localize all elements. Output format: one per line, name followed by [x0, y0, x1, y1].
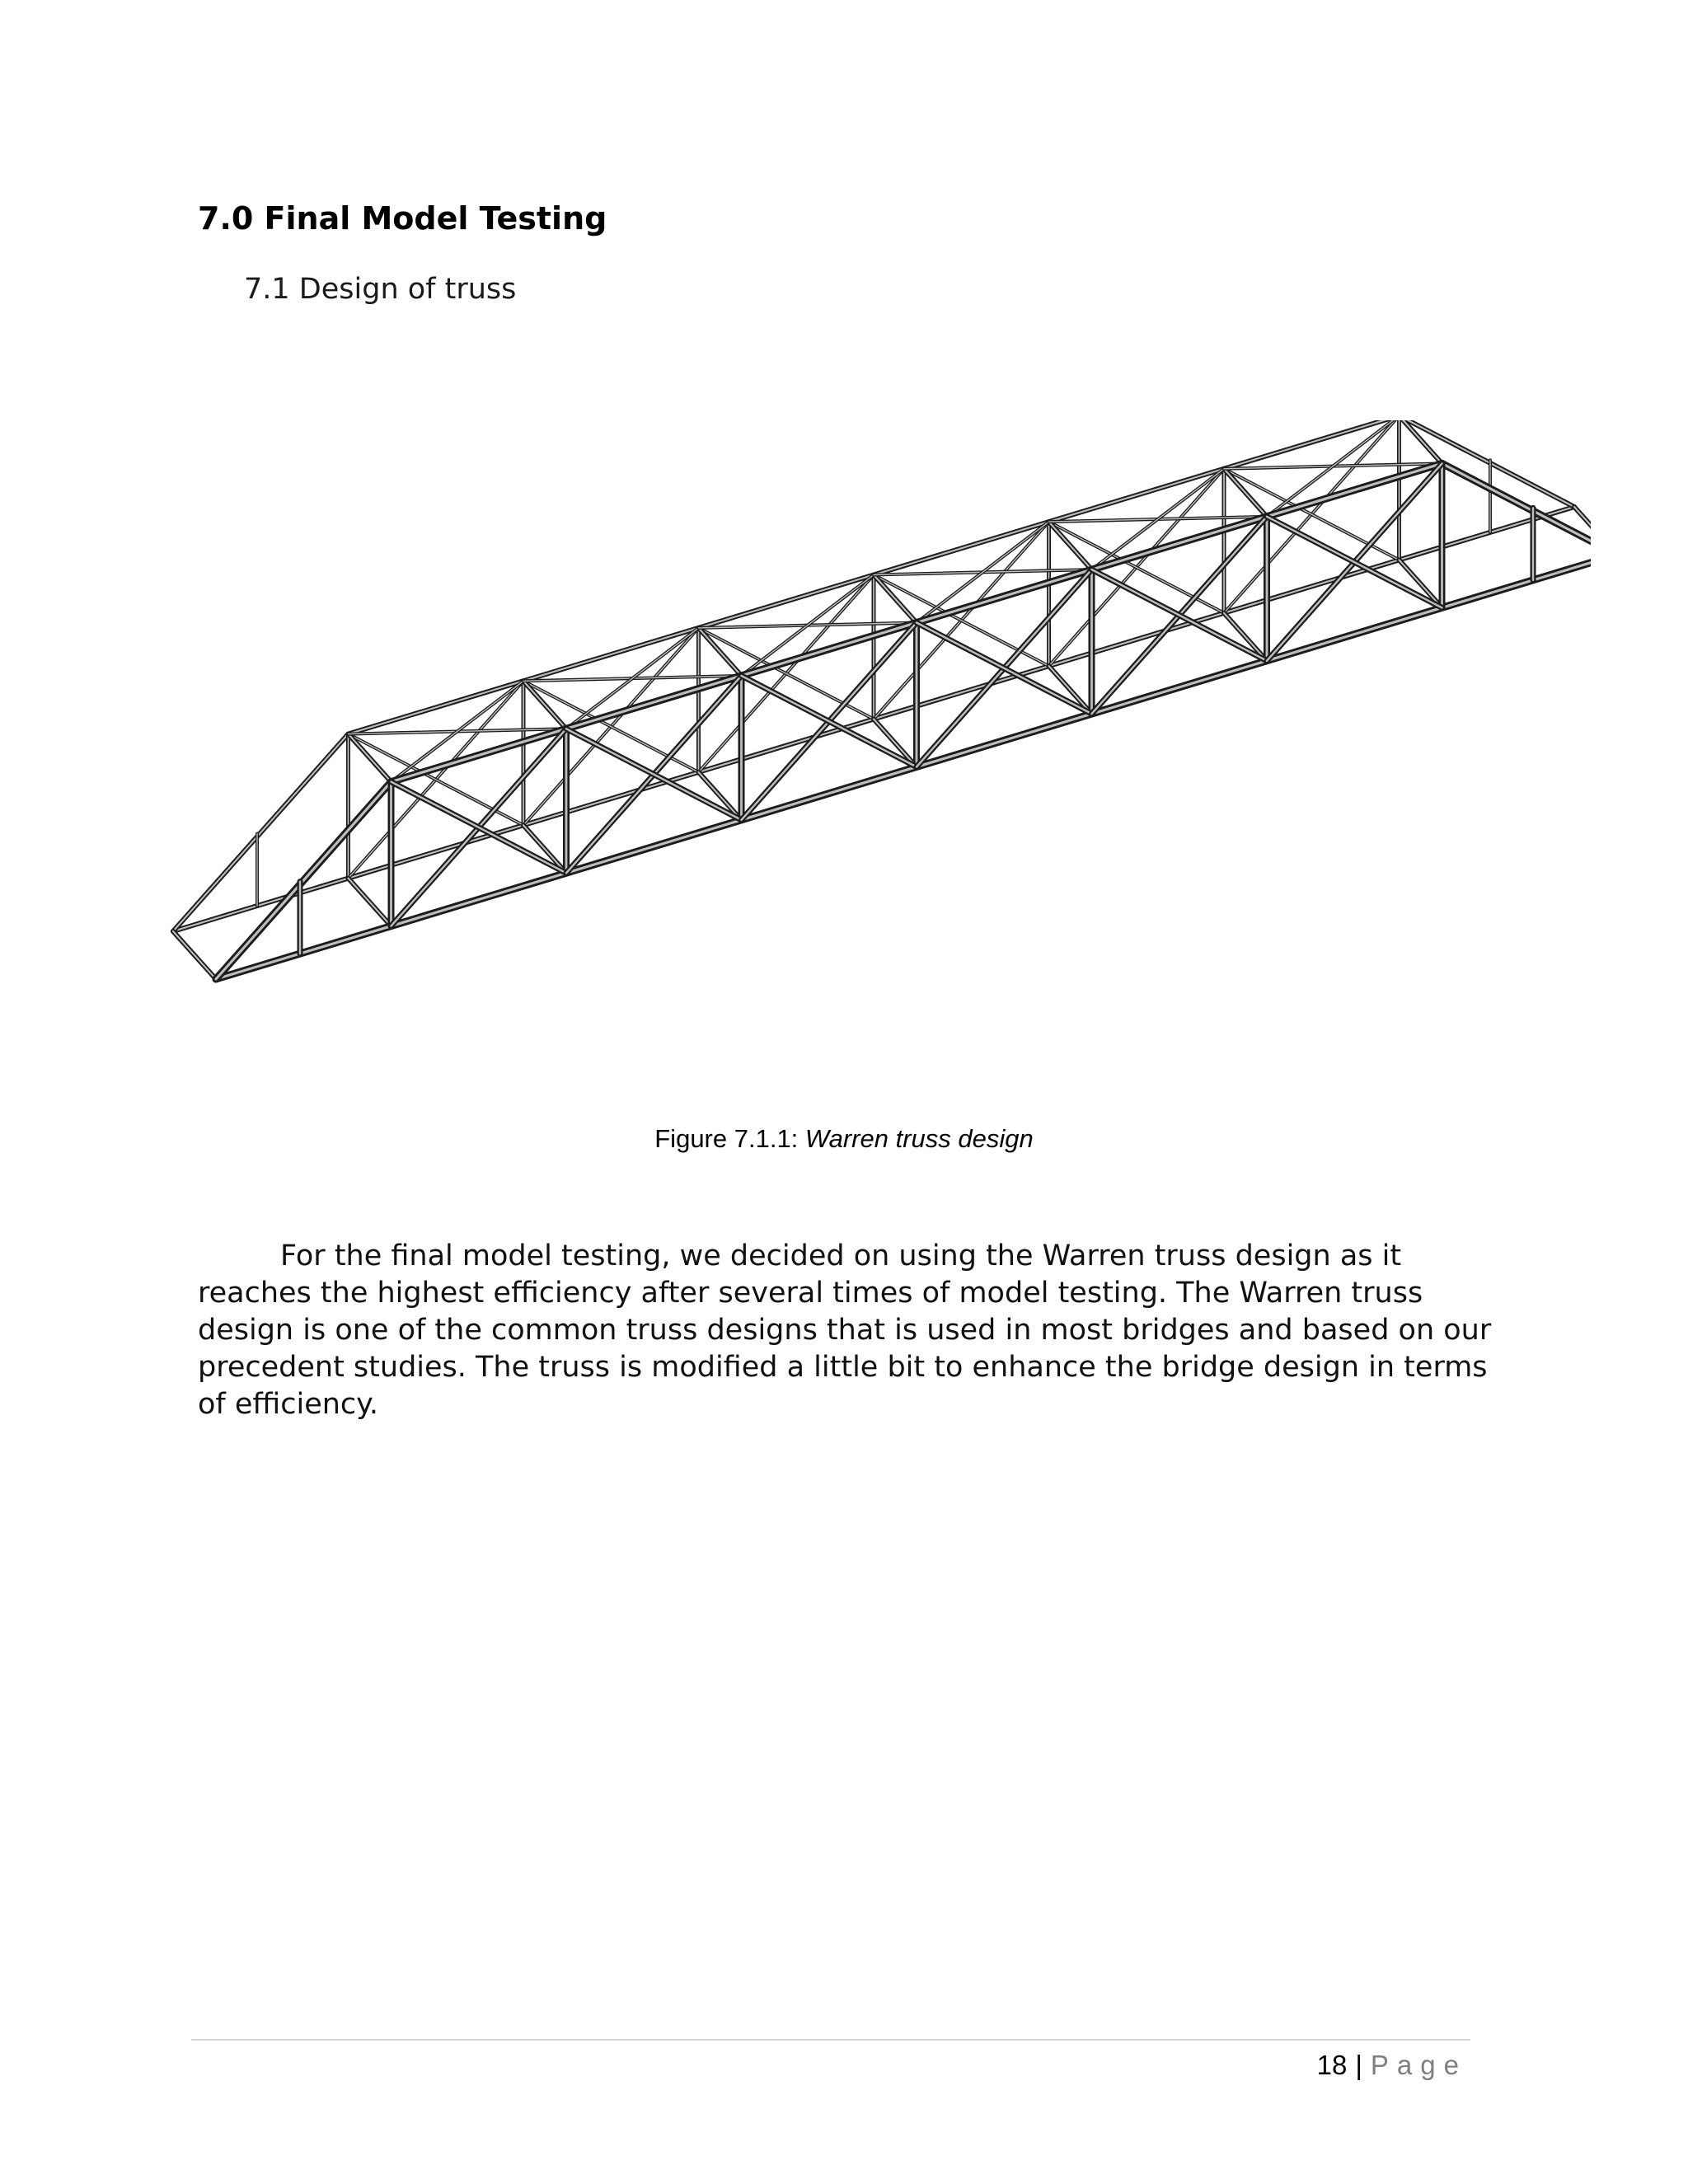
subsection-heading: 7.1 Design of truss	[244, 273, 517, 306]
front-bottom-chord-highlight	[216, 555, 1591, 979]
page-label: Page	[1370, 2050, 1467, 2080]
truss-back-members	[173, 420, 1574, 931]
deck-cross-beam-highlight	[1224, 613, 1267, 661]
caption-title: Warren truss design	[804, 1124, 1034, 1153]
caption-label: Figure 7.1.1:	[654, 1124, 799, 1153]
top-cross-beam-highlight	[1224, 469, 1267, 517]
deck-cross-beam-highlight	[349, 879, 392, 926]
back-end-post-highlight	[173, 734, 349, 931]
deck-cross-beam-highlight	[1400, 560, 1442, 607]
truss-front-members	[216, 463, 1591, 979]
deck-cross-beam-highlight	[173, 931, 216, 979]
deck-cross-beam-highlight	[1049, 666, 1092, 714]
top-cross-beam-highlight	[874, 575, 917, 623]
figure-caption	[0, 1122, 1688, 1155]
body-paragraph: For the final model testing, we decided on using the Warren truss design as it reaches the highest efficiency after several times of model testing. The Warren truss design is one of the common truss designs that is used in most bridges and based on our precedent studies. The truss is modified a little bit to enhance the bridge design in terms of efficiency.	[198, 1240, 1492, 1421]
section-heading: 7.0 Final Model Testing	[198, 200, 607, 237]
truss-deck-members	[173, 420, 1591, 979]
top-cross-beam-highlight	[1049, 522, 1092, 569]
page-number: 18	[1316, 2050, 1348, 2080]
top-cross-beam-highlight	[523, 681, 566, 729]
page-separator: |	[1355, 2050, 1362, 2080]
top-cross-beam-highlight	[349, 734, 392, 782]
footer-divider	[191, 2039, 1470, 2041]
warren-truss-bridge-image	[157, 420, 1591, 1063]
deck-cross-beam-highlight	[699, 772, 742, 820]
top-cross-beam-highlight	[699, 628, 742, 676]
deck-cross-beam-highlight	[874, 719, 917, 767]
truss-figure	[157, 420, 1591, 1063]
deck-cross-beam-highlight	[523, 825, 566, 873]
page-footer	[1317, 2047, 1467, 2083]
